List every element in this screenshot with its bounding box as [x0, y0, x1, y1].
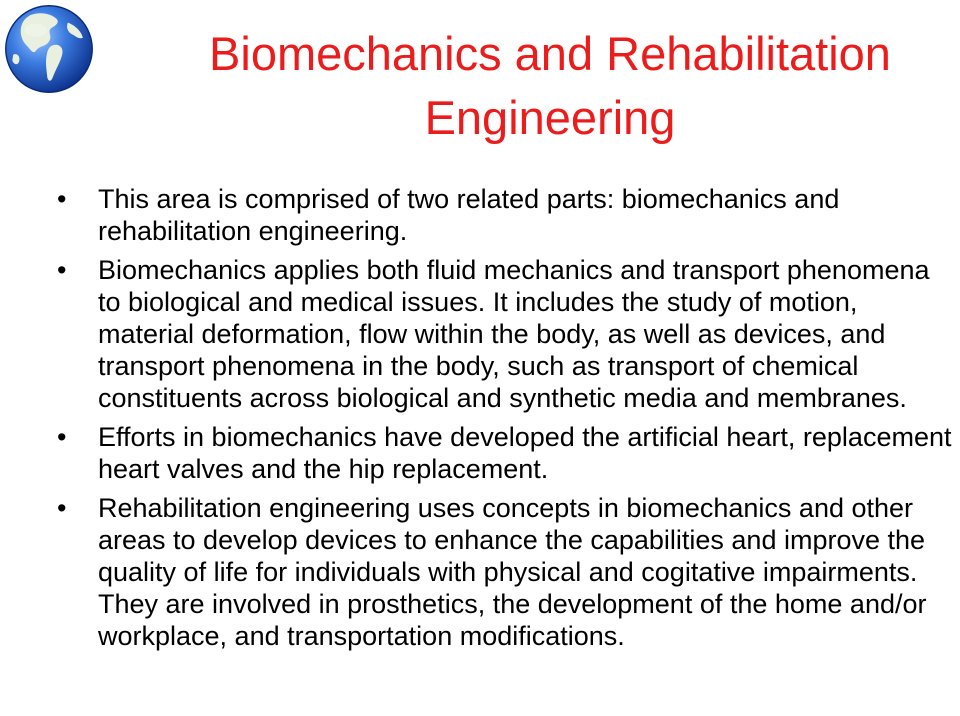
bullet-dot-icon: • [57, 493, 67, 523]
bullet-item [0, 421, 960, 485]
bullet-text: This area is comprised of two related parts: biomechanics and rehabilitation engineering. [98, 184, 840, 246]
bullet-item [0, 254, 960, 414]
slide-title [140, 22, 960, 150]
bullet-item [0, 183, 960, 247]
bullet-text: Efforts in biomechanics have developed the artificial heart, replacement heart valves and the hip replacement. [98, 422, 952, 484]
bullet-item [0, 492, 960, 652]
bullet-dot-icon: • [57, 184, 67, 214]
bullet-text: Rehabilitation engineering uses concepts in biomechanics and other areas to develop devices to enhance the capabilities and improve the quality of life for individuals with physical and cogitative impairments. They are involved in prosthetics, the development of the home and/or workplace, and transportation modifications. [98, 493, 927, 651]
bullet-list [0, 183, 960, 659]
globe-icon [2, 2, 96, 96]
bullet-text: Biomechanics applies both fluid mechanics and transport phenomena to biological and medical issues. It includes the study of motion, material deformation, flow within the body, as well as devices, and transport phenomena in the body, such as transport of chemical constituents across biological and synthetic media and membranes. [98, 255, 930, 413]
bullet-dot-icon: • [57, 255, 67, 285]
slide-title-line1: Biomechanics and Rehabilitation [209, 27, 891, 80]
bullet-dot-icon: • [57, 422, 67, 452]
slide-title-line2: Engineering [424, 91, 676, 144]
